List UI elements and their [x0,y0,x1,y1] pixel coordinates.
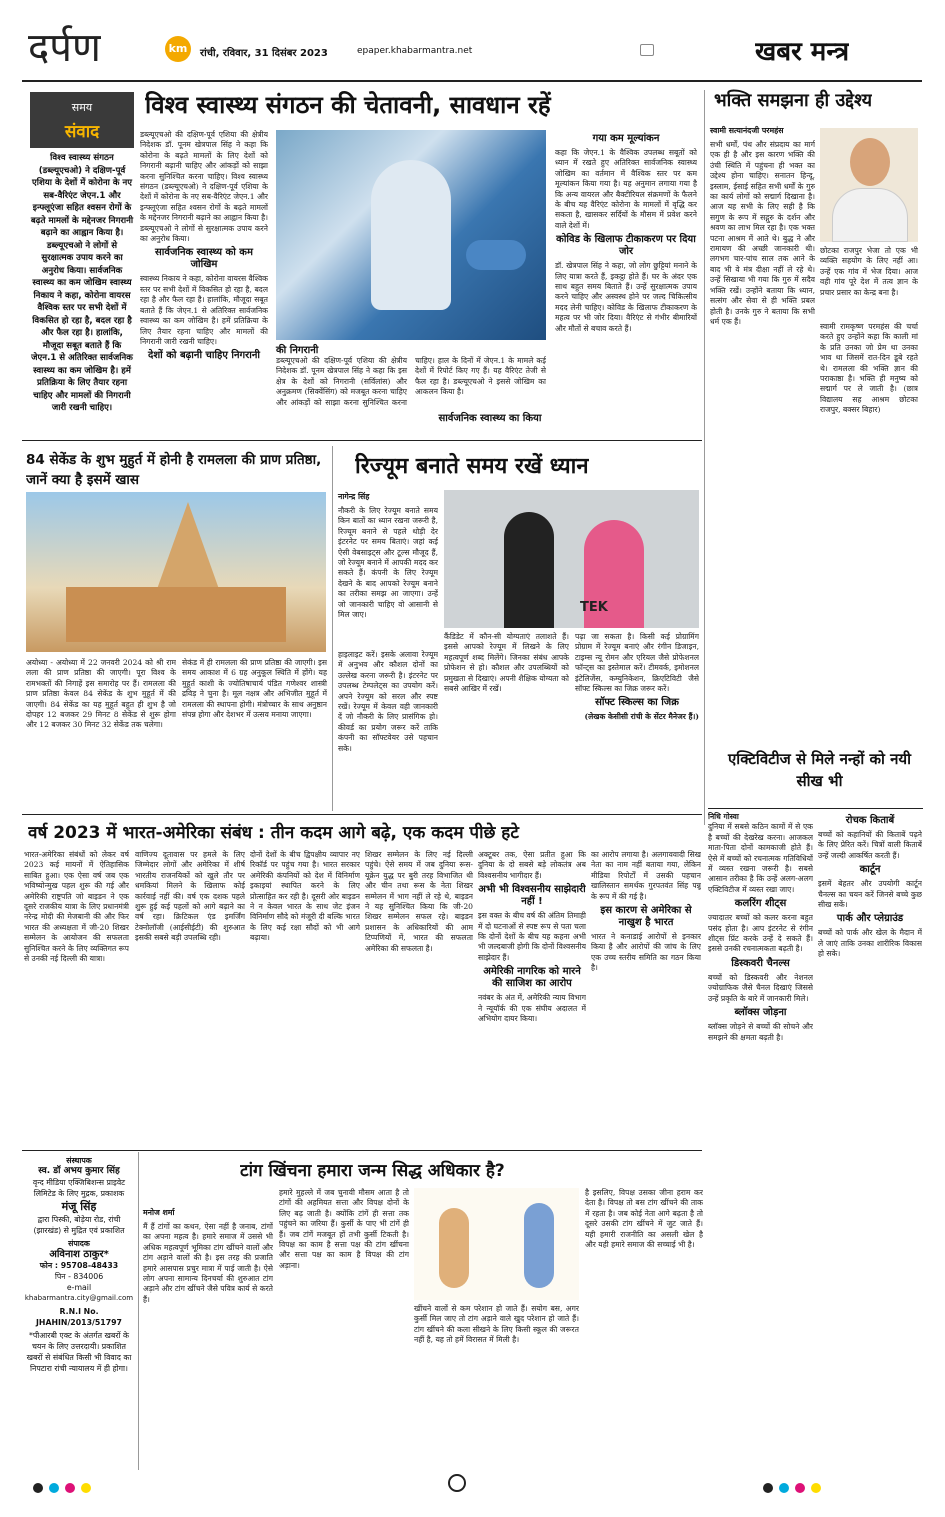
india-us-col5c-text: नवंबर के अंत में, अमेरिकी न्याय विभाग ने न्यूयॉर्क की एक संघीय अदालत में अभियोग दायर किया। [478,993,586,1024]
dot-3 [65,1483,75,1493]
ppe-figure [371,160,451,310]
divider-imprint [138,1152,139,1470]
imprint-rni: R.N.I No. JHAHIN/2013/51797 [36,1307,122,1327]
activity-text6: बच्चों को पार्क और खेल के मैदान में ले जाएं ताकि उनका शारीरिक विकास हो सके। [818,928,922,959]
india-us-sub3: इस कारण से अमेरिका से नाखुश है भारत [600,905,692,929]
imprint-editor: अविनाश ठाकुर* [49,1249,109,1260]
india-us-col3: दोनों देशों के बीच द्विपक्षीय व्यापार नए रिकॉर्ड पर पहुंच गया है। भारत सरकार अमेरिकी कंपनियों को देश में विनिर्माण इकाइयां स्थापित करने के लिए प्रोत्साहित कर रही है। दूसरी ओर बाइडन ने न केवल भारत के साथ जेट इंजन विनिर्माण सौदे को मंजूरी दी बल्कि भारत के लिए कई रक्षा सौदों को भी आगे बढ़ाया। [250,850,360,943]
who-col2 [276,356,546,420]
divider-mid [332,446,333,811]
rule-activity [708,808,923,809]
cartoon-figure-2 [524,1203,554,1288]
imprint-email[interactable]: khabarmantra.city@gmail.com [24,1294,134,1302]
india-us-col6b-text: भारत ने कनाडाई आरोपों से इनकार किया है और आरोपों की जांच के लिए एक उच्च स्तरीय समिति का गठन किया है। [591,932,701,973]
ramlala-col1: अयोध्या - अयोध्या में 22 जनवरी 2024 को श्री राम लला की प्राण प्रतिष्ठा की जाएगी। पूरा विश्व के रामभक्तों की निगाहें इस समारोह पर हैं। रामलला की प्राण प्रतिष्ठा केवल 84 सेकेंड के शुभ मुहूर्त में की जाएगी। 84 सेकेंड का यह मुहूर्त बहुत ही शुभ है जो दोपहर 12 बजकर 29 मिनट 8 सेकेंड से शुरू होगा और 12 बजकर 30 मिनट 32 सेकेंड तक चलेगा। [26,658,176,730]
bhakti-headline: भक्ति समझना ही उद्देश्य [714,90,873,111]
who-col3-text: कहा कि जेएन.1 के वैश्विक उपलब्ध सबूतों को ध्यान में रखते हुए अतिरिक्त सार्वजनिक स्वास्थ्य जोखिम का वर्तमान में वैश्विक स्तर पर कम मूल्यांकन किया गया है। यह अनुमान लगाया गया है कि अन्य वायरल और बैक्टीरियल संक्रमणों के फैलने के बीच यह वैरिएंट कोरोना के मामलों में वृद्धि कर सकता है, खासकर सर्दियों के मौसम में प्रवेश करने वाले देशों में। [555,148,697,230]
registration-mark-icon [448,1474,466,1492]
who-sub1: सार्वजनिक स्वास्थ्य को कम जोखिम [155,247,253,271]
who-col3-sub: गया कम मूल्यांकन [592,133,660,144]
india-us-col6-text: का आरोप लगाया है। अलगाववादी सिख नेता का नाम नहीं बताया गया, लेकिन मीडिया रिपोर्टों में उसकी पहचान खालिस्तान समर्थक गुरपतवंत सिंह पन्नू के रूप में की गई है। [591,850,701,901]
tang-col4: है इसलिए, विपक्ष उसका जीना हराम कर देता है। विपक्ष तो बस टांग खींचने की ताक में रहता है। जब कोई नेता आगे बढ़ता है तो दूसरे उसकी टांग खींचने में जुट जाते हैं। यही हमारी राजनीति का असली खेल है और यही हमारे समाज की सच्चाई भी है। [585,1188,703,1250]
rule-mid2 [22,814,702,815]
bhakti-byline: स्वामी सत्यानंदजी परमहंस [710,126,784,135]
swami-photo [820,128,918,242]
who-col2-text: डब्ल्यूएचओ की दक्षिण-पूर्व एशिया की क्षेत्रीय निदेशक डॉ. पूनम खेत्रपाल सिंह ने कहा कि इस क्षेत्र के देशों को निगरानी (सर्विलांस) और अनुक्रमण (सिक्वेंसिंग) को मजबूत करना चाहिए और आंकड़ों को साझा करना सुनिश्चित करना चाहिए। हाल के दिनों में जेएन.1 के मामले कई देशों में रिपोर्ट किए गए हैं। यह वैरिएंट तेजी से फैल रहा है। डब्ल्यूएचओ ने इससे जोखिम का आकलन किया है। [276,356,546,407]
rule-mid3 [22,1150,702,1151]
india-us-col4: शिखर सम्मेलन के लिए नई दिल्ली पहुंचे। ऐसे समय में जब दुनिया रूस-यूक्रेन युद्ध पर बुरी तरह विभाजित थी और चीन तथा रूस के नेता शिखर सम्मेलन में भाग नहीं ले रहे थे, बाइडन ने यह सुनिश्चित किया कि जी-20 शिखर सम्मेलन सफल रहे। बाइडन प्रशासन के अधिकारियों की आम टिप्पणियों में, भारत की सफलता अमेरिका की सफलता है। [365,850,473,953]
footer-color-strip-left [30,1478,94,1497]
km-brand-icon: km [165,36,191,62]
india-us-sub2: अमेरिकी नागरिक को मारने की साजिश का आरोप [483,966,581,990]
tang-headline: टांग खिंचना हमारा जन्म सिद्ध अधिकार है? [240,1161,505,1181]
samvad-label: संवाद [64,122,100,142]
dot-1 [33,1483,43,1493]
india-us-col5-text: अक्टूबर तक, ऐसा प्रतीत हुआ कि दुनिया के दो सबसे बड़े लोकतंत्र अब विश्वसनीय भागीदार हैं। [478,850,586,880]
who-col1 [140,130,268,430]
who-headline: विश्व स्वास्थ्य संगठन की चेतावनी, सावधान रहें [145,91,551,119]
resume-col1: नौकरी के लिए रेज्यूम बनाते समय किन बातों का ध्यान रखना जरूरी है, रिज्यूम बनाने से पहले थोड़ी देर इंटरनेट पर समय बिताएं। जहां कई ऐसी वेबसाइट्स और टूल्स मौजूद हैं, जो रेज्यूम बनाने में आपकी मदद कर सकते हैं। कंपनी के लिए रेज्यूम देखने के बाद आपको रेज्यूम बनाने का तरीका समझ आ जाएगा। उन्हें जो जानकारी चाहिए वो आसानी से मिल जाए। [338,506,438,620]
imprint-box [24,1155,134,1467]
activity-sub1: कलरिंग शीट्स [734,898,787,910]
tang-col1: मैं हैं टांगों का कथन, ऐसा नहीं है जनाब, टांगों का अपना महत्व है। हमारे समाज में उससे भी अधिक महत्वपूर्ण भूमिका टांग खींचने वालों और टांग अड़ाने वालों की है। इस तरह की प्रजाति हमारे आसपास प्रचुर मात्रा में पाई जाती है। ऐसे लोग अपना सामान्य दिनचर्या की शुरुआत टांग अड़ाने और टांग खींचने जैसे पवित्र कार्य से करते हैं। [143,1222,273,1304]
dot-8 [811,1483,821,1493]
swami-robe [832,188,908,242]
samay-samvad-box [30,92,134,148]
bhakti-text2: स्वामी रामकृष्ण परमहंस की चर्चा करते हुए उन्होंने कहा कि काली मां के प्रति उनका जो प्रेम था उनका भाव था जिसमें रात-दिन डूबे रहते थे। रामलला की भक्ति ज्ञान की पराकाष्ठा है। भक्ति ही मनुष्य को सद्मार्ग पर ले जाती है। (छात्र विद्यालय सह आश्रम छोटका राजपुर, बक्सर बिहार) [820,322,918,415]
bhakti-photo-caption: छोटका राजपुर भेजा तो एक भी व्यक्ति सहयोग के लिए नहीं आ। उन्हें एक गांव में भेज दिया। आज वही गांव पूरे देश में तत्व ज्ञान के प्रचार प्रसार का केन्द्र बना है। [820,246,918,297]
resume-photo [444,490,699,628]
temple-spire [156,502,220,592]
rule-mid1 [22,440,702,441]
activity-byline: निधि गोस्वा [708,812,739,821]
imprint-printer: मंजू सिंह [61,1200,97,1213]
activity-text4: इसमें बेहतर और उपयोगी कार्टून चैनल्स का चयन करें जिनसे बच्चे कुछ सीख सकें। [818,879,922,910]
dot-4 [81,1483,91,1493]
india-us-col2: वाणिज्य दूतावास पर हमले के लिए जिम्मेदार लोगों और अमेरिका में शीर्ष भारतीय राजनयिकों को खुले तौर पर धमकियां मिलने के खिलाफ कोई कार्रवाई नहीं की। वर्ष एक दशक पहले शुरू हुई कई पहलों को आगे बढ़ाने का वर्ष रहा। क्रिटिकल एंड इमर्जिंग टेक्नोलॉजी (आईसीईटी) की शुरुआत इसकी सबसे बड़ी उपलब्धि रही। [135,850,245,943]
browser-icon [640,44,654,56]
india-us-col6 [591,850,701,1145]
swami-head [850,138,890,186]
resume-author: (लेखक केसीसी रांची के सेंटर मैनेजर हैं।) [584,712,699,722]
dot-5 [763,1483,773,1493]
dot-7 [795,1483,805,1493]
resume-byline: नागेन्द्र सिंह [338,492,370,501]
who-col1-text: डब्ल्यूएचओ की दक्षिण-पूर्व एशिया की क्षेत्रीय निदेशक डॉ. पूनम खेत्रपाल सिंह ने कहा कि कोरोना के बढ़ते मामलों के लिए देशों को निगरानी बढ़ानी चाहिए और आंकड़ों को साझा करना सुनिश्चित करना चाहिए। विश्व स्वास्थ्य संगठन (डब्ल्यूएचओ) ने दक्षिण-पूर्व एशिया के देशों में कोरोना के नए सब-वैरिएंट जेएन.1 और इन्फ्लूएंजा सहित श्वसन रोगों के बढ़ते मामलों के मद्देनजर निगरानी बढ़ाने का आह्वान किया है। डब्ल्यूएचओ ने लोगों से सुरक्षात्मक उपाय करने का अनुरोध किया। [140,130,268,244]
resume-col4-text: पढ़ा जा सकता है। किसी कई प्रोग्रामिंग प्रोग्राम में रेज्यूम बनाएं और रंगीन डिजाइन, टाइम्स न्यू रोमन और एरियल जैसे प्रोफेशनल फॉन्ट्स का इस्तेमाल करें। टीमवर्क, इमोशनल इंटेलिजेंस, कम्युनिकेशन, क्रिएटिविटी जैसे सॉफ्ट स्किल्स का जिक्र जरूर करें। [575,632,699,694]
paper-name: खबर मन्त्र [755,37,850,67]
bhakti-text: सभी धर्मों, पंथ और संप्रदाय का मार्ग एक ही है और इस कारण भक्ति की उंची स्थिति में पहुंचना ही भक्त का उद्देश्य होना चाहिए। सनातन हिन्दू, इस्लाम, ईसाई सहित सभी धर्मों के गुरु का कार्य लोगों को सद्मार्ग दिखाना है। आज यह सभी के लिए सही है कि सगुण के रूप में सद्गुरु के दर्शन और श्रवण का लाभ मिल रहा है। एक भक्त पटना आश्रम में आते थे। बुद्ध ने और रामायण की अच्छी जानकारी थी। लगभग चार-पांच साल तक आने के बाद भी वे मंत्र दीक्षा नहीं ले रहे थे। उन्हें सिखाया भी गया कि गुरु में सदैव भक्ति रखें। उन्होंने बताया कि ध्यान, सत्संग और सेवा से ही भक्ति प्रबल होती है। उनके गुरु ने बताया कि सभी धर्म एक हैं। [710,140,815,326]
activity-text5: बच्चों को डिस्कवरी और नेशनल ज्योग्राफिक जैसे चैनल दिखाएं जिससे उन्हें प्रकृति के बारे में जानकारी मिले। [708,972,813,1003]
activity-col2 [818,812,922,1412]
person-left [504,512,554,628]
dot-6 [779,1483,789,1493]
tang-col2: हमारे मुहल्ले में जब चुनावी मौसम आता है तो टांगों की अहमियत सत्ता और विपक्ष दोनों के लिए बढ़ जाती है। क्योंकि टांगें ही सत्ता तक पहुंचने का जरिया हैं। कुर्सी के पाए भी टांगें ही हैं। जब टांगें मजबूत हों तभी कुर्सी टिकती है। विपक्ष का काम है सत्ता पक्ष की टांग खींचना और सत्ता पक्ष का काम है विपक्ष की टांग अड़ाना। [279,1188,409,1270]
imprint-note: *पीआरबी एक्ट के अंतर्गत खबरों के चयन के लिए उत्तरदायी। प्रकाशित खबरों से संबंधित किसी भी विवाद का निपटारा रांची न्यायालय में ही होगा। [26,1331,132,1373]
footer-color-strip-right [760,1478,824,1497]
dot-2 [49,1483,59,1493]
who-col3 [555,130,697,430]
masthead [0,0,945,86]
who-sub2: देशों को बढ़ानी चाहिए निगरानी [148,350,260,362]
glove-hand [466,240,526,270]
samay-label: समय [71,101,93,114]
activity-text3: बच्चों को कहानियों की किताबें पढ़ने के लिए प्रेरित करें। चित्रों वाली किताबें उन्हें जल्दी आकर्षित करती हैं। [818,830,922,860]
activity-text: दुनिया में सबसे कठिन कामों में से एक है बच्चों की देखरेख करना। आजकल माता-पिता दोनों कामकाजी होते हैं। ऐसे में बच्चों को रचनात्मक गतिविधियों में व्यस्त रखना जरूरी है। सबसे आसान तरीका है कि उन्हें अलग-अलग एक्टिविटीज में व्यस्त रखा जाए। [708,822,813,894]
activity-sub3: कार्टून [859,864,881,876]
imprint-email-label: e-mail [66,1283,92,1292]
activity-text7: ब्लॉक्स जोड़ने से बच्चों की सोचने और समझने की क्षमता बढ़ती है। [708,1022,813,1042]
activity-sub6: ब्लॉक्स जोड़ना [734,1007,787,1019]
darpan-logo: दर्पण [28,25,101,71]
activity-col1 [708,812,813,1412]
resume-sub: सॉफ्ट स्किल्स का जिक्र [595,697,679,709]
india-us-col5b-text: इस वक्त के बीच वर्ष की अंतिम तिमाही में दो घटनाओं से स्पष्ट रूप से पता चला कि दोनों देशों के बीच यह कहना अभी भी जल्दबाजी होगी कि दोनों विश्वसनीय साझेदार हैं। [478,911,586,962]
activity-sub4: डिस्कवरी चैनल्स [731,957,790,969]
resume-col2: हाइलाइट करें। इसके अलावा रेज्यूम में अनुभव और कौशल दोनों का उल्लेख करना जरूरी है। इंटरनेट पर उपलब्ध टेम्पलेट्स का उपयोग करें। अपने रेज्यूम को सरल और स्पष्ट रखें। रेज्यूम में केवल वही जानकारी दें जो नौकरी के लिए प्रासंगिक हो। कीवर्ड का प्रयोग जरूर करें ताकि कंपनी का सॉफ्टवेयर उसे पहचान सके। [338,650,438,753]
who-sub4: कोविड के खिलाफ टीकाकरण पर दिया जोर [556,234,696,258]
who-photo-caption: की निगरानी [276,345,319,356]
who-lab-photo [276,130,546,340]
imprint-pin: पिन - 834006 [54,1272,104,1281]
divider-right [704,90,705,825]
imprint-title: संस्थापक [66,1156,92,1165]
ram-mandir-photo [26,492,326,652]
imprint-editor-title: संपादक [68,1239,90,1248]
temple-base [66,587,286,642]
imprint-founder: स्व. डॉ अभय कुमार सिंह [38,1166,120,1176]
india-us-headline: वर्ष 2023 में भारत-अमेरिका संबंध : तीन कदम आगे बढ़े, एक कदम पीछे हटे [28,823,519,843]
city-date: रांची, रविवार, 31 दिसंबर 2023 [200,48,328,59]
india-us-col5 [478,850,586,1145]
imprint-address: द्वारा पिस्की, बोड़ेया रोड, रांची (झारखंड) से मुद्रित एवं प्रकाशित [33,1215,125,1235]
activity-headline: एक्टिविटीज से मिले नन्हों को नयी सीख भी [728,750,911,790]
resume-col3: कैंडिडेट में कौन-सी योग्यताएं तलाशते हैं। इससे आपको रेज्यूम में लिखने के लिए महत्वपूर्ण शब्द मिलेंगे। जिनका संबंध आपके प्रोफेशन से हो। कौशल और उपलब्धियों को प्रमुखता से दिखाएं। अपनी शैक्षिक योग्यता को सबसे आखिर में रखें। [444,632,569,694]
who-col1b-text: स्वास्थ्य निकाय ने कहा, कोरोना वायरस वैश्विक स्तर पर सभी देशों में विकसित हो रहा है, बदल रहा है और फैल रहा है। हालांकि, मौजूदा सबूत बताते हैं कि जेएन.1 से अतिरिक्त सार्वजनिक स्वास्थ्य का कम जोखिम है। हमें प्रतिक्रिया के लिए तैयार रहना चाहिए और मामलों की निगरानी जारी रखनी चाहिए। [140,274,268,346]
ramlala-headline: 84 सेकेंड के शुभ मुहुर्त में होनी है रामलला की प्राण प्रतिष्ठा, जानें क्या है इसमें खास [26,452,322,488]
activity-text2: ज्यादातर बच्चों को कलर करना बहुत पसंद होता है। आप इंटरनेट से रंगीन शीट्स प्रिंट करके उन्हें दे सकते हैं। इससे उनकी रचनात्मकता बढ़ती है। [708,913,813,954]
resume-col4 [575,632,699,810]
who-sub3: सार्वजनिक स्वास्थ्य का किया [438,413,542,424]
sidebar-text: विश्व स्वास्थ्य संगठन (डब्ल्यूएचओ) ने दक्षिण-पूर्व एशिया के देशों में कोरोना के नए सब-वैरिएंट जेएन.1 और इन्फ्लूएंजा सहित श्वसन रोगों के बढ़ते मामलों के मद्देनजर निगरानी बढ़ाने का आह्वान किया है। डब्ल्यूएचओ ने लोगों से सुरक्षात्मक उपाय करने का अनुरोध किया। सार्वजनिक स्वास्थ्य का कम जोखिम स्वास्थ्य निकाय ने कहा, कोरोना वायरस वैश्विक स्तर पर सभी देशों में विकसित हो रहा है, बदल रहा है और फैल रहा है। हालांकि, मौजूदा सबूत बताते हैं कि जेएन.1 से अतिरिक्त सार्वजनिक स्वास्थ्य का कम जोखिम है। हमें प्रतिक्रिया के लिए तैयार रहना चाहिए और मामलों की निगरानी जारी रखनी चाहिए। [30,153,134,413]
ramlala-col2: सेकंड में ही रामलला की प्राण प्रतिष्ठा की जाएगी। इस समय आकाश में 6 ग्रह अनुकूल स्थिति में होंगे। यह मुहूर्त काशी के ज्योतिषाचार्य पंडित गणेश्वर शास्त्री द्रविड़ ने चुना है। मूल नक्षत्र और अभिजीत मुहूर्त में रामलला की स्थापना होगी। मंत्रोच्चार के साथ अनुष्ठान संपन्न होगा और देशभर में उत्सव मनाया जाएगा। [182,658,327,720]
epaper-url[interactable]: epaper.khabarmantra.net [357,46,473,56]
resume-headline: रिज्यूम बनाते समय रखें ध्यान [355,454,589,479]
who-col3b-text: डॉ. खेत्रपाल सिंह ने कहा, जो लोग छुट्टियां मनाने के लिए यात्रा करते हैं, इकट्ठा होते हैं। घर के अंदर एक साथ बहुत समय बिताते हैं। उन्हें सुरक्षात्मक उपाय करने चाहिए और अस्वस्थ होने पर जल्द चिकित्सीय मदद लेनी चाहिए। कोविड के खिलाफ टीकाकरण के महत्व पर भी जोर दिया। वैरिएंट से गंभीर बीमारियों और मौतों से बचाव करते हैं। [555,261,697,333]
tang-col3: खींचने वालों से कम परेशान हो जाते हैं। सयोग बस, अगर कुर्सी मिल जाए तो टांग अड़ाने वाले खुद परेशान हो जाते हैं। टांग खींचने की कला सीखने के लिए किसी स्कूल की जरूरत नहीं है, यह तो हमें विरासत में मिली है। [414,1304,579,1345]
cartoon-figure-1 [439,1208,469,1288]
activity-sub5: पार्क और प्लेग्राउंड [836,913,904,925]
tang-byline: मनोज शर्मा [143,1208,175,1217]
activity-sub2: रोचक किताबें [845,815,895,826]
imprint-phone: फोन : 95708-48433 [39,1261,119,1270]
masthead-rule [22,80,922,82]
tek-label: TEK [580,600,608,615]
india-us-col1: भारत-अमेरिका संबंधों को लेकर वर्ष 2023 कई मायनों में ऐतिहासिक साबित हुआ। एक ऐसा वर्ष जब एक भविष्योन्मुख पहल शुरू की गई और अमेरिकी राष्ट्रपति जो बाइडन ने एक दूसरे राजकीय यात्रा के लिए प्रधानमंत्री नरेन्द्र मोदी की मेजबानी की और फिर भारत की अध्यक्षता में जी-20 शिखर सम्मेलन के आयोजन की सफलता सुनिश्चित करने के लिए व्यक्तिगत रूप से उनकी नई दिल्ली की यात्रा। [24,850,129,964]
india-us-sub1: अभी भी विश्वसनीय साझेदारी नहीं ! [478,884,586,908]
cartoon-illustration [414,1188,579,1300]
imprint-publisher: वृन्द मीडिया एक्जिबिशन्स प्राइवेट लिमिटेड के लिए मुद्रक, प्रकाशक [32,1178,126,1198]
